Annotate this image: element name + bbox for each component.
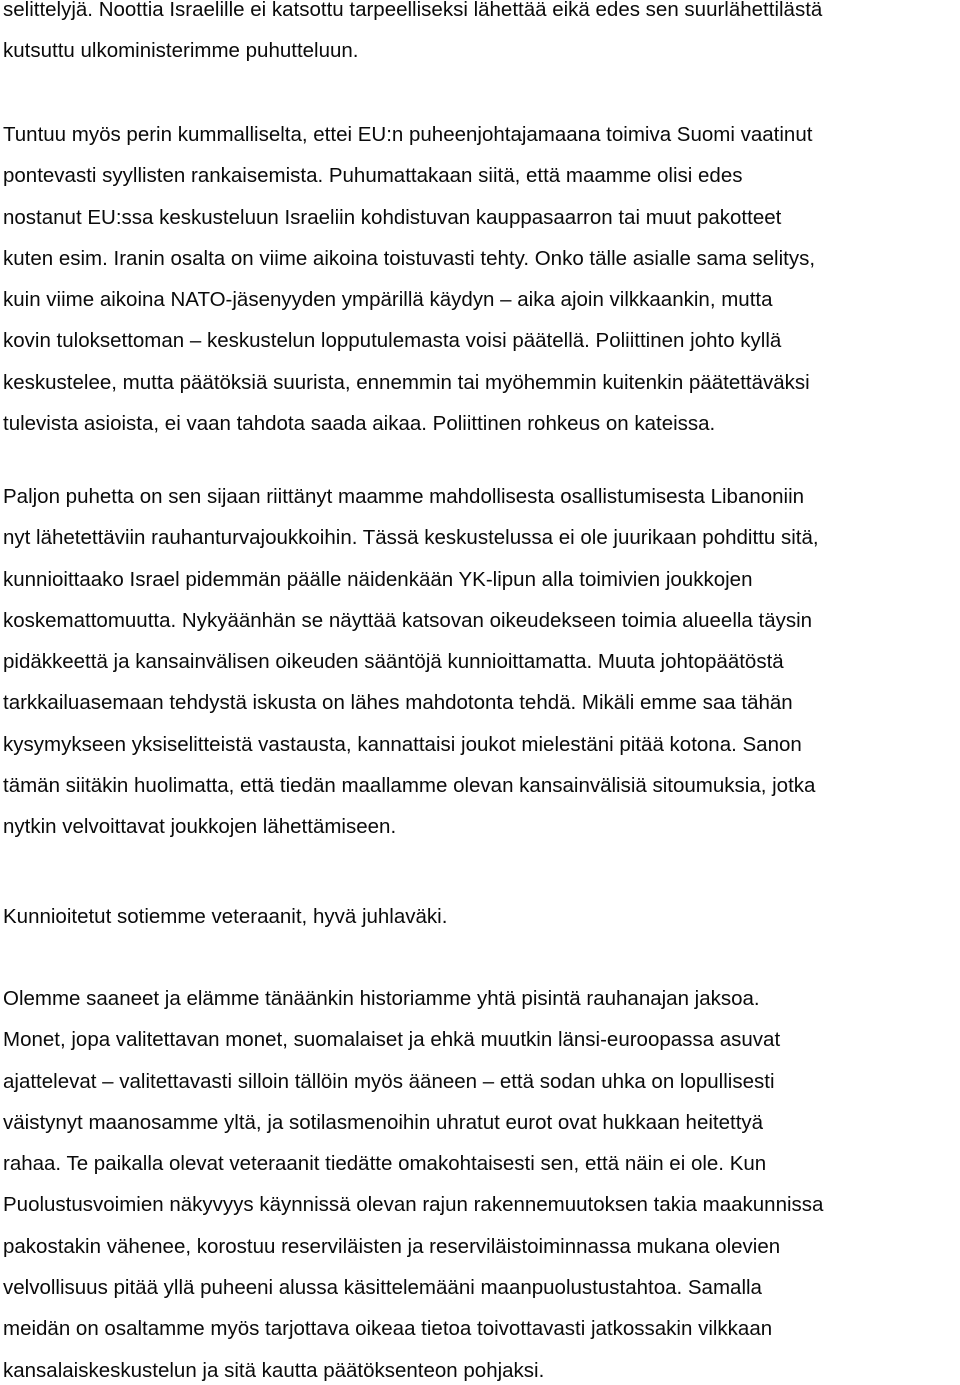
text-line: keskustelee, mutta päätöksiä suurista, ennemmin tai myöhemmin kuitenkin päätettäväksi [3,370,810,394]
text-line: tarkkailuasemaan tehdystä iskusta on lähes mahdotonta tehdä. Mikäli emme saa tähän [3,691,793,715]
text-line: koskemattomuutta. Nykyäänhän se näyttää katsovan oikeudekseen toimia alueella täysin [3,608,813,632]
text-line: Tuntuu myös perin kummalliselta, ettei EU:n puheenjohtajamaana toimiva Suomi vaatinut [3,123,813,146]
paragraph-greeting [3,896,447,937]
text-line: Paljon puhetta on sen sijaan riittänyt maamme mahdollisesta osallistumisesta Libanoniin [3,485,805,508]
text-line: rahaa. Te paikalla olevat veteraanit tiedätte omakohtaisesti sen, että näin ei ole. Kun [3,1152,767,1176]
text-line: kysymykseen yksiselitteistä vastausta, kannattaisi joukot mielestäni pitää kotona. Sanon [3,732,802,756]
paragraph-israel-note [3,0,822,72]
text-line: Olemme saaneet ja elämme tänäänkin historiamme yhtä pisintä rauhanajan jaksoa. [3,987,760,1010]
text-line: pidäkkeettä ja kansainvälisen oikeuden sääntöjä kunnioittamatta. Muuta johtopäätöstä [3,650,784,674]
text-line: kuin viime aikoina NATO-jäsenyyden ympärillä käydyn – aika ajoin vilkkaankin, mutta [3,288,773,312]
text-line: ajattelevat – valitettavasti silloin tällöin myös ääneen – että sodan uhka on lopullisesti [3,1069,775,1093]
paragraph-eu-presidency [3,114,815,444]
text-line: kuten esim. Iranin osalta on viime aikoina toistuvasti tehty. Onko tälle asialle sama selitys, [3,246,816,270]
paragraph-peace-period [3,978,823,1385]
text-line: pakostakin vähenee, korostuu reserviläisten ja reserviläistoiminnassa mukana olevien [3,1234,781,1258]
text-line: nyt lähetettäviin rauhanturvajoukkoihin. Tässä keskustelussa ei ole juurikaan pohdittu sitä, [3,526,819,550]
text-line: väistynyt maanosamme yltä, ja sotilasmenoihin uhratut eurot ovat hukkaan heitettyä [3,1110,764,1134]
text-line: kunnioittaako Israel pidemmän päälle näidenkään YK-lipun alla toimivien joukkojen [3,567,753,591]
text-line: Puolustusvoimien näkyvyys käynnissä olevan rajun rakennemuutoksen takia maakunnissa [3,1193,824,1217]
text-line: nytkin velvoittavat joukkojen lähettämiseen. [3,815,397,839]
text-line: selittelyjä. Noottia Israelille ei katsottu tarpeelliseksi lähettää eikä edes sen suurlähettilästä [3,0,823,21]
text-line: pontevasti syyllisten rankaisemista. Puhumattakaan siitä, että maamme olisi edes [3,164,743,188]
text-line: tulevista asioista, ei vaan tahdota saada aikaa. Poliittinen rohkeus on kateissa. [3,412,716,436]
text-line: nostanut EU:ssa keskusteluun Israeliin kohdistuvan kauppasaarron tai muut pakotteet [3,205,782,229]
text-line: Kunnioitetut sotiemme veteraanit, hyvä juhlaväki. [3,905,448,928]
text-line: velvollisuus pitää yllä puheeni alussa käsittelemääni maanpuolustustahtoa. Samalla [3,1276,762,1300]
text-line: meidän on osaltamme myös tarjottava oikeaa tietoa toivottavasti jatkossakin vilkkaan [3,1317,773,1341]
text-line: Monet, jopa valitettavan monet, suomalaiset ja ehkä muutkin länsi-euroopassa asuvat [3,1028,781,1052]
text-line: kansalaiskeskustelun ja sitä kautta päätöksenteon pohjaksi. [3,1358,545,1382]
text-line: kovin tuloksettoman – keskustelun lopputulemasta voisi päätellä. Poliittinen johto kyllä [3,329,782,353]
paragraph-lebanon-peacekeeping [3,476,819,848]
text-line: tämän siitäkin huolimatta, että tiedän maallamme olevan kansainvälisiä sitoumuksia, jotka [3,774,816,798]
text-line: kutsuttu ulkoministerimme puhutteluun. [3,39,359,63]
